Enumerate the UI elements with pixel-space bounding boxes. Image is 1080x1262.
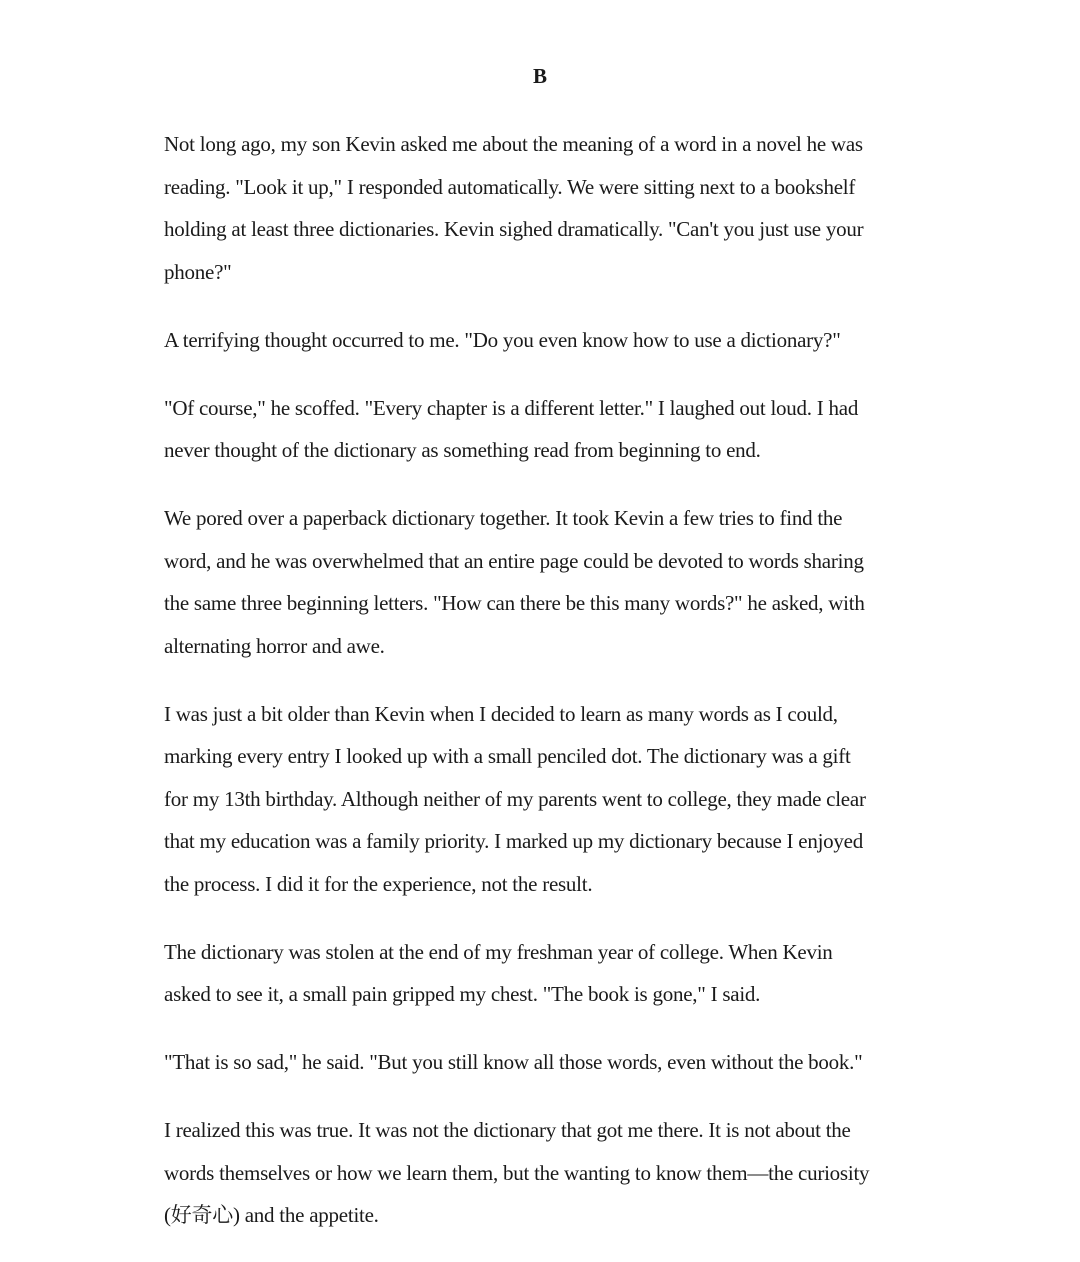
text-line: Not long ago, my son Kevin asked me about the meaning of a word in a novel he was xyxy=(164,132,863,156)
text-line: word, and he was overwhelmed that an entire page could be devoted to words sharing xyxy=(164,548,864,573)
text-line: never thought of the dictionary as something read from beginning to end. xyxy=(164,438,761,462)
text-line: marking every entry I looked up with a small penciled dot. The dictionary was a gift xyxy=(164,744,851,768)
section-heading: B xyxy=(532,64,547,88)
text-line: phone?" xyxy=(164,259,232,284)
text-line: (好奇心) and the appetite. xyxy=(164,1203,379,1227)
text-line: "That is so sad," he said. "But you still know all those words, even without the book." xyxy=(164,1050,863,1074)
paragraph xyxy=(164,319,924,362)
article-body xyxy=(164,123,924,1262)
text-line: the same three beginning letters. "How can there be this many words?" he asked, with xyxy=(164,591,865,615)
text-line: that my education was a family priority. I marked up my dictionary because I enjoyed xyxy=(164,829,863,853)
text-line: alternating horror and awe. xyxy=(164,633,385,658)
text-line: I was just a bit older than Kevin when I decided to learn as many words as I could, xyxy=(164,701,838,726)
paragraph xyxy=(164,931,924,1016)
paragraph xyxy=(164,1109,924,1237)
paragraph xyxy=(164,123,924,293)
paragraph xyxy=(164,497,924,667)
text-line: the process. I did it for the experience, not the result. xyxy=(164,871,593,896)
text-line: asked to see it, a small pain gripped my chest. "The book is gone," I said. xyxy=(164,982,761,1006)
text-line: I realized this was true. It was not the dictionary that got me there. It is not about the xyxy=(164,1118,851,1142)
text-line: for my 13th birthday. Although neither of my parents went to college, they made clear xyxy=(164,786,866,811)
text-line: words themselves or how we learn them, but the wanting to know them—the curiosity xyxy=(164,1160,870,1185)
paragraph xyxy=(164,387,924,472)
text-line: The dictionary was stolen at the end of my freshman year of college. When Kevin xyxy=(164,939,833,964)
text-line: A terrifying thought occurred to me. "Do you even know how to use a dictionary?" xyxy=(164,327,841,352)
paragraph xyxy=(164,1041,924,1084)
paragraph xyxy=(164,693,924,906)
text-line: We pored over a paperback dictionary together. It took Kevin a few tries to find the xyxy=(164,506,843,530)
text-line: "Of course," he scoffed. "Every chapter is a different letter." I laughed out loud. I had xyxy=(164,395,859,420)
text-line: holding at least three dictionaries. Kevin sighed dramatically. "Can't you just use your xyxy=(164,217,864,241)
text-line: reading. "Look it up," I responded automatically. We were sitting next to a bookshelf xyxy=(164,174,856,199)
